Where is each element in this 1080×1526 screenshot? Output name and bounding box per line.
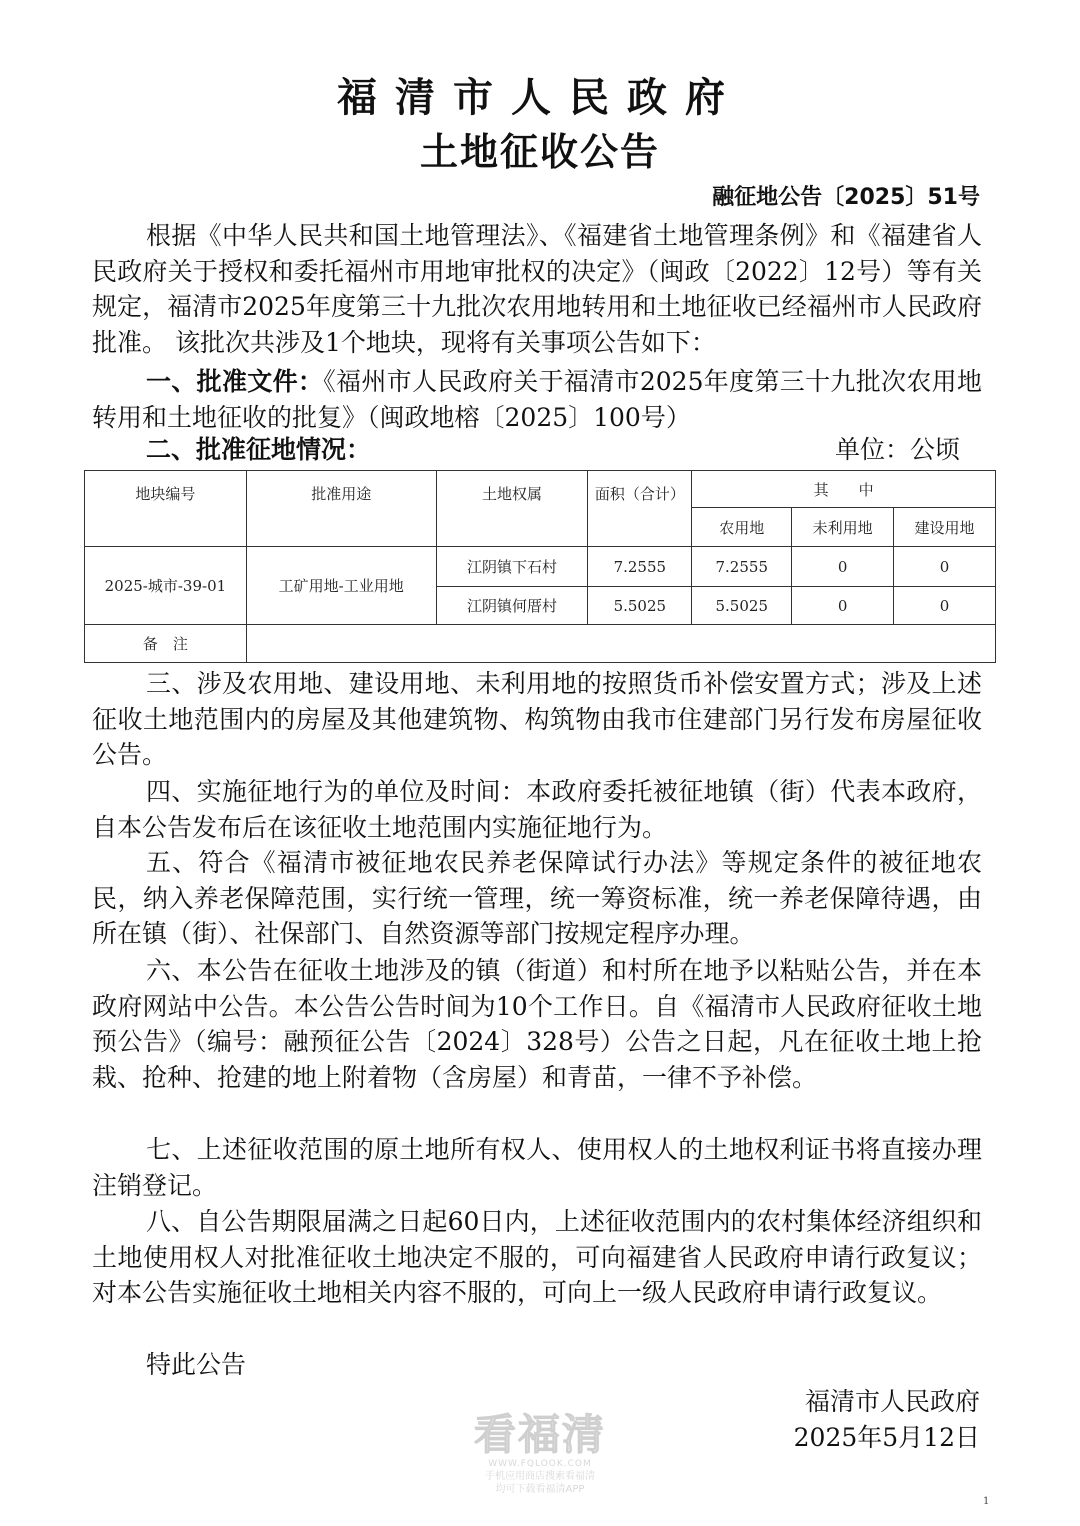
- header-farmland: 农用地: [692, 508, 792, 547]
- page-number: 1: [983, 1496, 990, 1507]
- header-construction: 建设用地: [894, 508, 996, 547]
- signature-date: 2025年5月12日: [793, 1423, 980, 1452]
- org-title: 福清市人民政府: [337, 75, 743, 121]
- header-parcel-no: 地块编号: [85, 471, 247, 547]
- cell-construction: 0: [894, 547, 996, 587]
- remarks-label: 备 注: [85, 625, 247, 663]
- watermark-brand: 看福清: [473, 1410, 606, 1459]
- cell-farmland: 7.2555: [692, 547, 792, 587]
- cell-owner: 江阴镇何厝村: [436, 587, 588, 625]
- watermark-url: WWW.FQLOOK.COM: [488, 1459, 592, 1469]
- watermark-line1: 手机应用商店搜索看福清: [485, 1471, 595, 1482]
- land-table: [84, 470, 996, 663]
- section-1-body: 《福州市人民政府关于福清市2025年度第三十九批次农用地转用和土地征收的批复》（闽政地榕〔2025〕100号）: [92, 367, 982, 432]
- cell-construction: 0: [894, 587, 996, 625]
- remarks-value: [246, 625, 995, 663]
- cell-parcel: 2025-城市-39-01: [85, 547, 247, 625]
- cell-unused: 0: [792, 547, 894, 587]
- doc-number: 融征地公告〔2025〕51号: [712, 185, 980, 210]
- cell-purpose: 工矿用地-工业用地: [246, 547, 436, 625]
- table-row: [85, 547, 996, 587]
- signature-org: 福清市人民政府: [804, 1387, 980, 1416]
- cell-total: 7.2555: [588, 547, 692, 587]
- watermark: [450, 1412, 630, 1496]
- section-1-heading: 一、批准文件：: [146, 367, 324, 396]
- section-6: 六、本公告在征收土地涉及的镇（街道）和村所在地予以粘贴公告，并在本政府网站中公告。本公告公告时间为10个工作日。自《福清市人民政府征收土地预公告》（编号：融预征公告〔2024〕328号）公告之日起，凡在征收土地上抢栽、抢种、抢建的地上附着物（含房屋）和青苗，一律不予补偿。: [92, 956, 982, 1092]
- cell-farmland: 5.5025: [692, 587, 792, 625]
- cell-owner: 江阴镇下石村: [436, 547, 588, 587]
- cell-total: 5.5025: [588, 587, 692, 625]
- header-ownership: 土地权属: [436, 471, 588, 547]
- section-2-heading: 二、批准征地情况：: [146, 435, 372, 464]
- section-7: 七、上述征收范围的原土地所有权人、使用权人的土地权利证书将直接办理注销登记。: [92, 1135, 982, 1200]
- section-5: 五、符合《福清市被征地农民养老保障试行办法》等规定条件的被征地农民，纳入养老保障范围，实行统一管理，统一筹资标准，统一养老保障待遇，由所在镇（街）、社保部门、自然资源等部门按规定程序办理。: [92, 848, 982, 948]
- intro-paragraph: 根据《中华人民共和国土地管理法》、《福建省土地管理条例》和《福建省人民政府关于授权和委托福州市用地审批权的决定》（闽政〔2022〕12号）等有关规定，福清市2025年度第三十九批次农用地转用和土地征收已经福州市人民政府批准。 该批次共涉及1个地块，现将有关事项公告如下：: [92, 221, 982, 357]
- unit-label: 单位：公顷: [834, 435, 960, 464]
- section-2: [92, 432, 960, 468]
- section-1: [92, 364, 982, 435]
- section-3: 三、涉及农用地、建设用地、未利用地的按照货币补偿安置方式；涉及上述征收土地范围内的房屋及其他建筑物、构筑物由我市住建部门另行发布房屋征收公告。: [92, 669, 982, 769]
- section-4: 四、实施征地行为的单位及时间：本政府委托被征地镇（街）代表本政府，自本公告发布后在该征收土地范围内实施征地行为。: [92, 777, 982, 842]
- header-of-which: 其 中: [692, 471, 996, 508]
- watermark-line2: 均可下载看福清APP: [495, 1484, 585, 1495]
- header-unused: 未利用地: [792, 508, 894, 547]
- closing-line: 特此公告: [146, 1350, 247, 1379]
- section-8: 八、自公告期限届满之日起60日内，上述征收范围内的农村集体经济组织和土地使用权人对批准征收土地决定不服的，可向福建省人民政府申请行政复议；对本公告实施征收土地相关内容不服的，可向上一级人民政府申请行政复议。: [92, 1207, 982, 1307]
- doc-title: 土地征收公告: [419, 130, 660, 174]
- header-use: 批准用途: [246, 471, 436, 547]
- cell-unused: 0: [792, 587, 894, 625]
- header-area-total: 面积（合计）: [588, 471, 692, 547]
